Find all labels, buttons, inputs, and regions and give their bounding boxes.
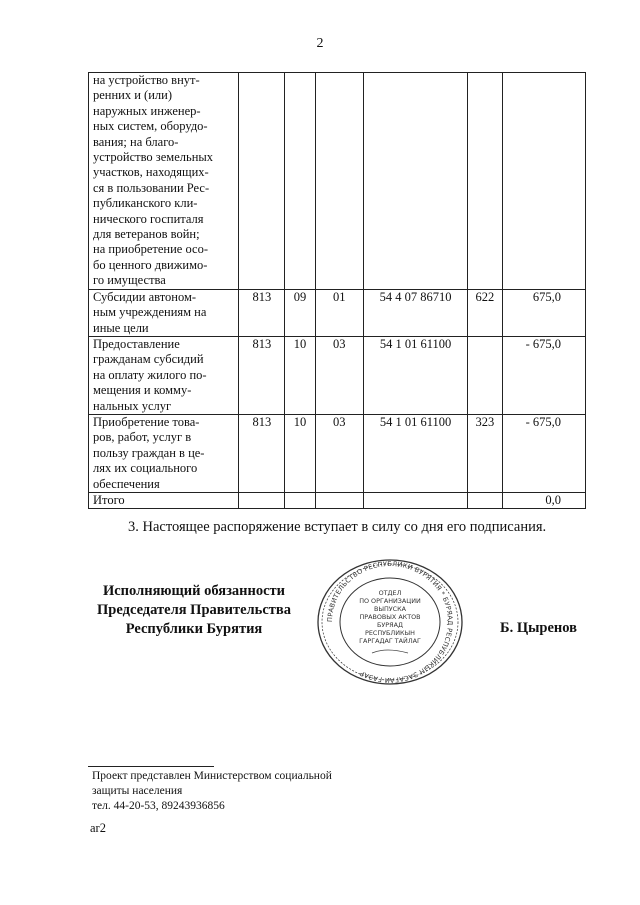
seal-outer-text: ПРАВИТЕЛЬСТВО РЕСПУБЛИКИ БУРЯТИЯ * БУРЯАД РЕСПУБЛИКЫН ЗАСАГАЙ ГАЗАР — [325, 559, 455, 685]
signer-name: Б. Цыренов — [500, 620, 578, 636]
cell-sum: 0,0 — [502, 492, 585, 508]
cell-sum: - 675,0 — [502, 336, 585, 414]
cell-grbs — [239, 492, 285, 508]
cell-grbs: 813 — [239, 414, 285, 492]
table-row — [89, 414, 586, 492]
official-seal — [312, 557, 468, 687]
signer-title-line: Исполняющий обязанности — [102, 583, 286, 599]
seal-inner-line: БУРЯАД — [377, 621, 403, 629]
cell-podrazdel: 03 — [315, 414, 364, 492]
cell-vr: 323 — [468, 414, 503, 492]
cell-sum: 675,0 — [502, 289, 585, 336]
table-row — [89, 336, 586, 414]
table-row — [89, 289, 586, 336]
footnote-divider — [88, 766, 214, 767]
cell-razdel — [285, 73, 315, 290]
cell-razdel — [285, 492, 315, 508]
seal-inner-line: ГАРГАДАГ ТАЙЛАГ — [359, 637, 421, 645]
cell-vr: 622 — [468, 289, 503, 336]
cell-podrazdel — [315, 492, 364, 508]
cell-name: Приобретение това- ров, работ, услуг в пользу граждан в це- лях их социального обеспечения — [89, 414, 239, 492]
cell-sum: - 675,0 — [502, 414, 585, 492]
cell-grbs: 813 — [239, 289, 285, 336]
seal-inner-line: ОТДЕЛ — [378, 589, 402, 597]
footnote-line: защиты населения — [92, 785, 183, 797]
seal-inner-line: ВЫПУСКА — [373, 605, 407, 613]
cell-name: Субсидии автоном- ным учреждениям на иные цели — [89, 289, 239, 336]
cell-csr: 54 1 01 61100 — [364, 414, 468, 492]
footnote-line: тел. 44-20-53, 89243936856 — [92, 800, 225, 812]
cell-grbs — [239, 73, 285, 290]
table-row — [89, 73, 586, 290]
cell-csr: 54 4 07 86710 — [364, 289, 468, 336]
document-code: ar2 — [90, 821, 106, 835]
cell-name: на устройство внут- ренних и (или) наружных инженер- ных систем, оборудо- вания; на благо- устройство земельных участков, находящих- ся в пользовании Рес- публиканского кли- нического госпиталя для ветеранов войн; на приобретение осо- бо ценного движимо- го имущества — [89, 73, 239, 290]
cell-csr — [364, 492, 468, 508]
cell-vr — [468, 73, 503, 290]
budget-table-body — [89, 73, 586, 509]
seal-inner-line: РЕСПУБЛИКЫН — [364, 629, 416, 637]
cell-podrazdel: 03 — [315, 336, 364, 414]
seal-inner-line: ПРАВОВЫХ АКТОВ — [359, 613, 421, 621]
cell-podrazdel — [315, 73, 364, 290]
cell-grbs: 813 — [239, 336, 285, 414]
cell-csr: 54 1 01 61100 — [364, 336, 468, 414]
cell-razdel: 09 — [285, 289, 315, 336]
clause-3: 3. Настоящее распоряжение вступает в силу со дня его подписания. — [128, 519, 547, 535]
cell-vr — [468, 492, 503, 508]
cell-vr — [468, 336, 503, 414]
cell-csr — [364, 73, 468, 290]
seal-inner-line: ПО ОРГАНИЗАЦИИ — [359, 597, 421, 605]
signer-title — [86, 582, 302, 639]
cell-sum — [502, 73, 585, 290]
signer-title-line: Председателя Правительства — [97, 602, 291, 618]
budget-table — [88, 72, 586, 509]
cell-razdel: 10 — [285, 336, 315, 414]
table-row — [89, 492, 586, 508]
cell-name: Итого — [89, 492, 239, 508]
page-number: 2 — [316, 36, 324, 51]
cell-podrazdel: 01 — [315, 289, 364, 336]
cell-name: Предоставление гражданам субсидий на оплату жилого по- мещения и комму- нальных услуг — [89, 336, 239, 414]
signer-title-line: Республики Бурятия — [125, 621, 263, 637]
footnote — [92, 769, 332, 814]
footnote-line: Проект представлен Министерством социальной — [92, 770, 332, 782]
cell-razdel: 10 — [285, 414, 315, 492]
